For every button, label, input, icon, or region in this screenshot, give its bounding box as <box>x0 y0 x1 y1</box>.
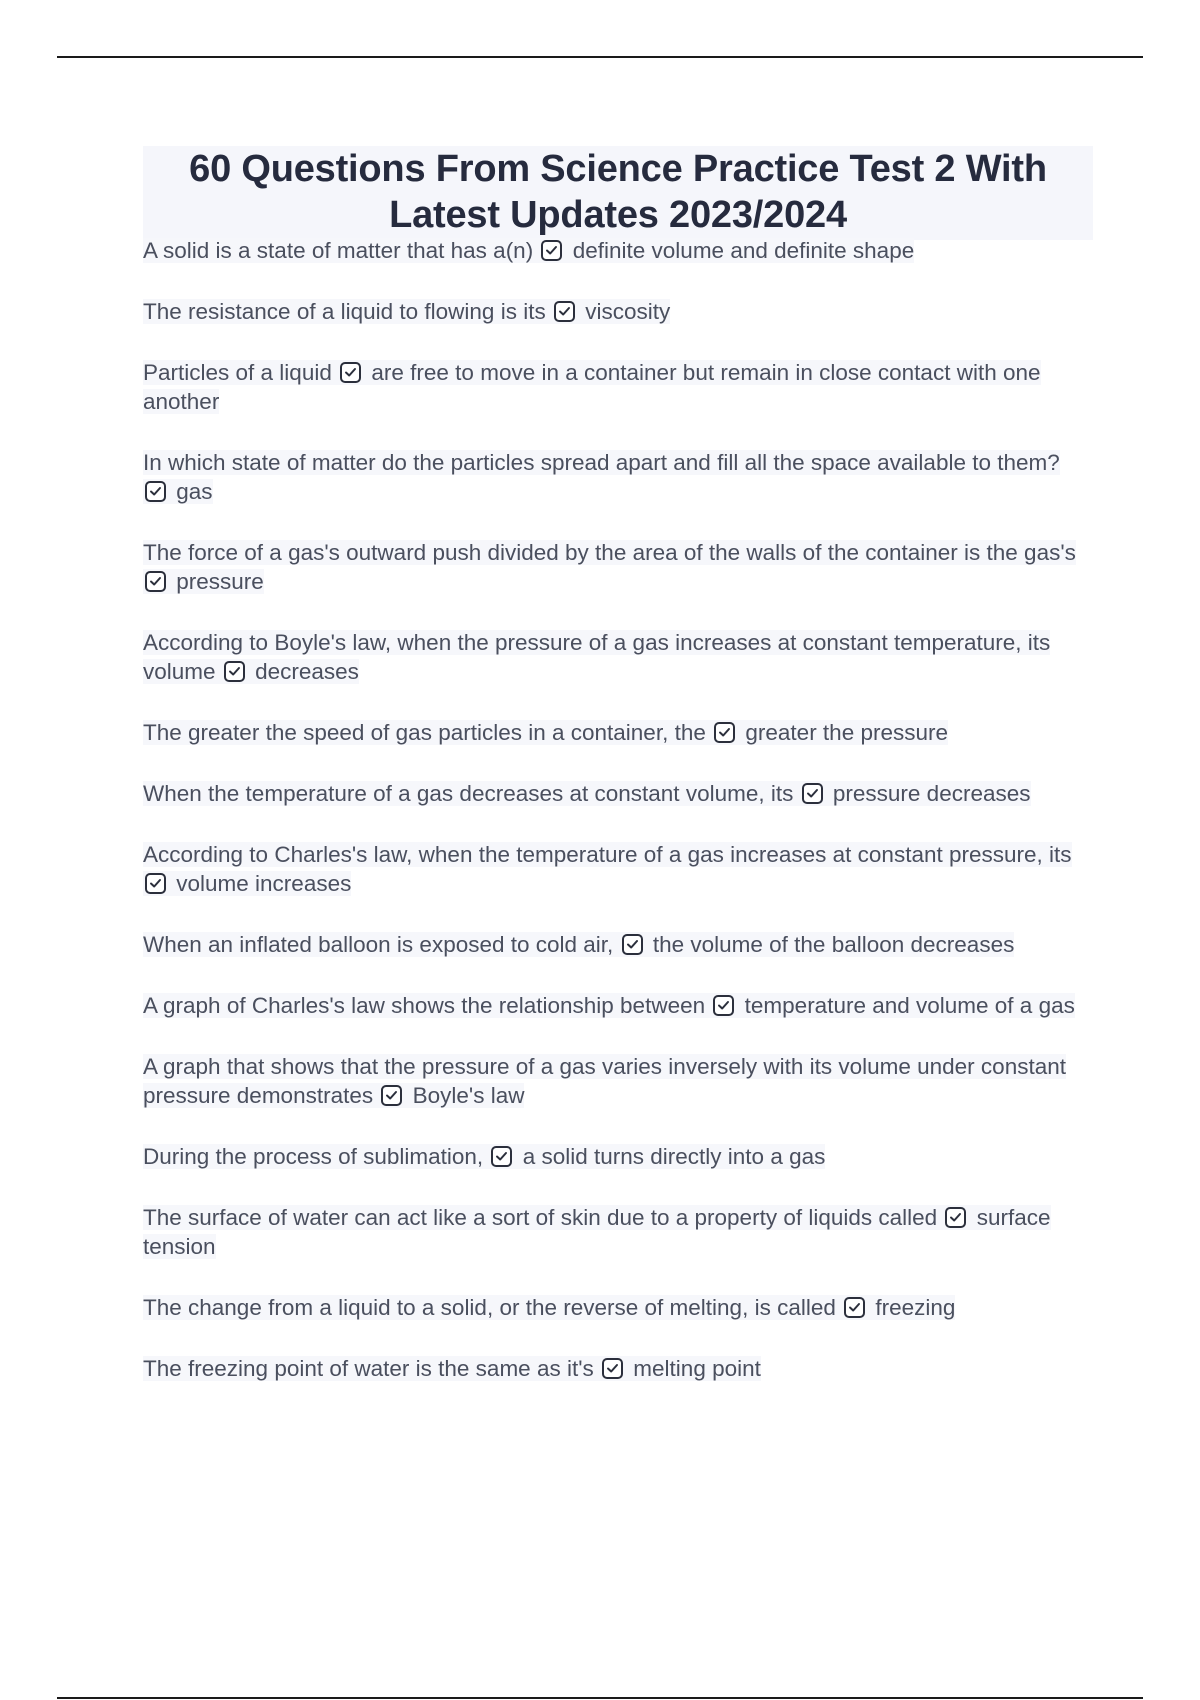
question-text: A graph that shows that the pressure of a gas varies inversely with its volume under constant pressure demonstrates <box>143 1054 1066 1108</box>
checkbox-checked-icon <box>602 1358 623 1379</box>
question-text: A solid is a state of matter that has a(n) <box>143 238 534 263</box>
checkbox-checked-icon <box>541 240 562 261</box>
answer-text: the volume of the balloon decreases <box>652 932 1015 957</box>
answer-text: greater the pressure <box>745 720 949 745</box>
question-text: In which state of matter do the particles spread apart and fill all the space available to them? <box>143 450 1060 475</box>
answer-text: pressure <box>176 569 264 594</box>
question-text: The surface of water can act like a sort of skin due to a property of liquids called <box>143 1205 938 1230</box>
list-item <box>143 930 1093 959</box>
answer-text: freezing <box>875 1295 956 1320</box>
list-item <box>143 448 1093 506</box>
list-item <box>143 718 1093 747</box>
list-item <box>143 1354 1093 1383</box>
list-item <box>143 1203 1093 1261</box>
checkbox-checked-icon <box>145 571 166 592</box>
bottom-rule <box>57 1697 1143 1699</box>
list-item <box>143 1293 1093 1322</box>
answer-text: gas <box>176 479 213 504</box>
answer-text: pressure decreases <box>832 781 1031 806</box>
question-text: The freezing point of water is the same as it's <box>143 1356 594 1381</box>
list-item <box>143 1052 1093 1110</box>
title-block <box>143 146 1093 240</box>
question-text: According to Charles's law, when the temperature of a gas increases at constant pressure, its <box>143 842 1072 867</box>
checkbox-checked-icon <box>714 722 735 743</box>
question-text: When the temperature of a gas decreases at constant volume, its <box>143 781 794 806</box>
question-text: A graph of Charles's law shows the relationship between <box>143 993 706 1018</box>
list-item <box>143 779 1093 808</box>
list-item <box>143 297 1093 326</box>
checkbox-checked-icon <box>844 1297 865 1318</box>
checkbox-checked-icon <box>622 934 643 955</box>
list-item <box>143 1142 1093 1171</box>
answer-text: melting point <box>633 1356 761 1381</box>
question-text: The greater the speed of gas particles in a container, the <box>143 720 706 745</box>
checkbox-checked-icon <box>802 783 823 804</box>
checkbox-checked-icon <box>145 481 166 502</box>
list-item <box>143 840 1093 898</box>
answer-text: viscosity <box>585 299 671 324</box>
answer-text: definite volume and definite shape <box>572 238 915 263</box>
question-text: The resistance of a liquid to flowing is its <box>143 299 546 324</box>
answer-text: surface tension <box>143 1205 1051 1259</box>
question-text: When an inflated balloon is exposed to cold air, <box>143 932 614 957</box>
answer-text: Boyle's law <box>412 1083 525 1108</box>
question-text: Particles of a liquid <box>143 360 332 385</box>
checkbox-checked-icon <box>340 362 361 383</box>
document-content <box>143 146 1093 1415</box>
answer-text: decreases <box>255 659 359 684</box>
question-text: During the process of sublimation, <box>143 1144 484 1169</box>
answer-text: temperature and volume of a gas <box>744 993 1075 1018</box>
checkbox-checked-icon <box>381 1085 402 1106</box>
list-item <box>143 991 1093 1020</box>
question-list <box>143 236 1093 1383</box>
top-rule <box>57 56 1143 58</box>
question-text: The force of a gas's outward push divided by the area of the walls of the container is the gas's <box>143 540 1076 565</box>
list-item <box>143 236 1093 265</box>
document-title: 60 Questions From Science Practice Test 2 With Latest Updates 2023/2024 <box>189 148 1047 236</box>
answer-text: are free to move in a container but remain in close contact with one another <box>143 360 1041 414</box>
list-item <box>143 358 1093 416</box>
question-text: According to Boyle's law, when the pressure of a gas increases at constant temperature, its volume <box>143 630 1051 684</box>
answer-text: volume increases <box>176 871 352 896</box>
checkbox-checked-icon <box>713 995 734 1016</box>
question-text: The change from a liquid to a solid, or the reverse of melting, is called <box>143 1295 836 1320</box>
answer-text: a solid turns directly into a gas <box>522 1144 826 1169</box>
checkbox-checked-icon <box>554 301 575 322</box>
list-item <box>143 538 1093 596</box>
checkbox-checked-icon <box>491 1146 512 1167</box>
list-item <box>143 628 1093 686</box>
checkbox-checked-icon <box>224 661 245 682</box>
checkbox-checked-icon <box>145 873 166 894</box>
checkbox-checked-icon <box>945 1207 966 1228</box>
